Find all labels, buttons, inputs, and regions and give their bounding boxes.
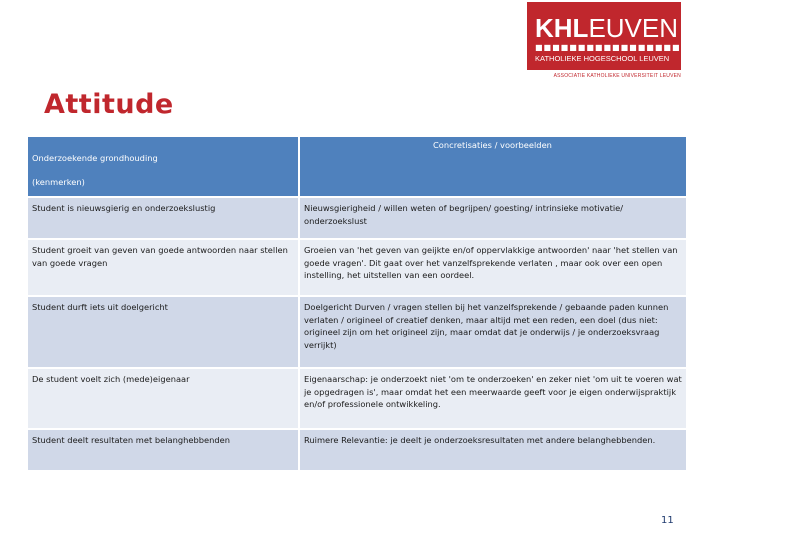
header-col1-line2: (kenmerken) bbox=[32, 177, 85, 187]
table-row bbox=[27, 239, 687, 296]
table-row bbox=[27, 296, 687, 368]
slide-title: Attitude bbox=[44, 89, 174, 120]
header-col2: Concretisaties / voorbeelden bbox=[433, 140, 552, 150]
kenmerk-cell: Student deelt resultaten met belanghebbenden bbox=[27, 429, 299, 471]
page-number: 11 bbox=[661, 515, 674, 526]
logo-wordmark: KHLEUVEN bbox=[535, 13, 679, 43]
table-row bbox=[27, 429, 687, 471]
table-row bbox=[27, 197, 687, 239]
kenmerk-cell: Student is nieuwsgierig en onderzoekslustig bbox=[27, 197, 299, 239]
khleuven-logo bbox=[527, 2, 792, 70]
table-header-row bbox=[27, 136, 687, 197]
voorbeeld-cell: Eigenaarschap: je onderzoekt niet 'om te onderzoeken' en zeker niet 'om uit te voeren wat je opgedragen is', maar omdat het een meerwaarde geeft voor je eigen onderwijspraktijk en/of professionele ontwikkeling. bbox=[299, 368, 687, 429]
logo-subtitle: KATHOLIEKE HOGESCHOOL LEUVEN bbox=[535, 54, 670, 63]
voorbeeld-cell: Doelgericht Durven / vragen stellen bij het vanzelfsprekende / gebaande paden kunnen verlaten / origineel of creatief denken, maar altijd met een reden, een doel (dus niet: origineel zijn om het origineel zijn, maar omdat dat je onderwijs / je onderzoeksvraag verrijkt) bbox=[299, 296, 687, 368]
header-cell-kenmerken bbox=[27, 136, 299, 197]
kenmerk-cell: Student durft iets uit doelgericht bbox=[27, 296, 299, 368]
table-row bbox=[27, 368, 687, 429]
voorbeeld-cell: Ruimere Relevantie: je deelt je onderzoeksresultaten met andere belanghebbenden. bbox=[299, 429, 687, 471]
kenmerk-cell: De student voelt zich (mede)eigenaar bbox=[27, 368, 299, 429]
logo-association: ASSOCIATIE KATHOLIEKE UNIVERSITEIT LEUVEN bbox=[553, 73, 681, 79]
voorbeeld-cell: Nieuwsgierigheid / willen weten of begrijpen/ goesting/ intrinsieke motivatie/ onderzoekslust bbox=[299, 197, 687, 239]
logo-dotted-rule: ■■■■■■■■■■■■■■■■■■■■■■■■■■■■■■ bbox=[535, 43, 792, 52]
header-col1-line1: Onderzoekende grondhouding bbox=[32, 153, 158, 163]
kenmerk-cell: Student groeit van geven van goede antwoorden naar stellen van goede vragen bbox=[27, 239, 299, 296]
header-cell-voorbeelden bbox=[299, 136, 687, 197]
voorbeeld-cell: Groeien van 'het geven van geijkte en/of oppervlakkige antwoorden' naar 'het stellen van goede vragen'. Dit gaat over het vanzelfsprekende verlaten , maar ook over een open instelling, het uitstellen van een oordeel. bbox=[299, 239, 687, 296]
attitude-table bbox=[26, 135, 688, 472]
